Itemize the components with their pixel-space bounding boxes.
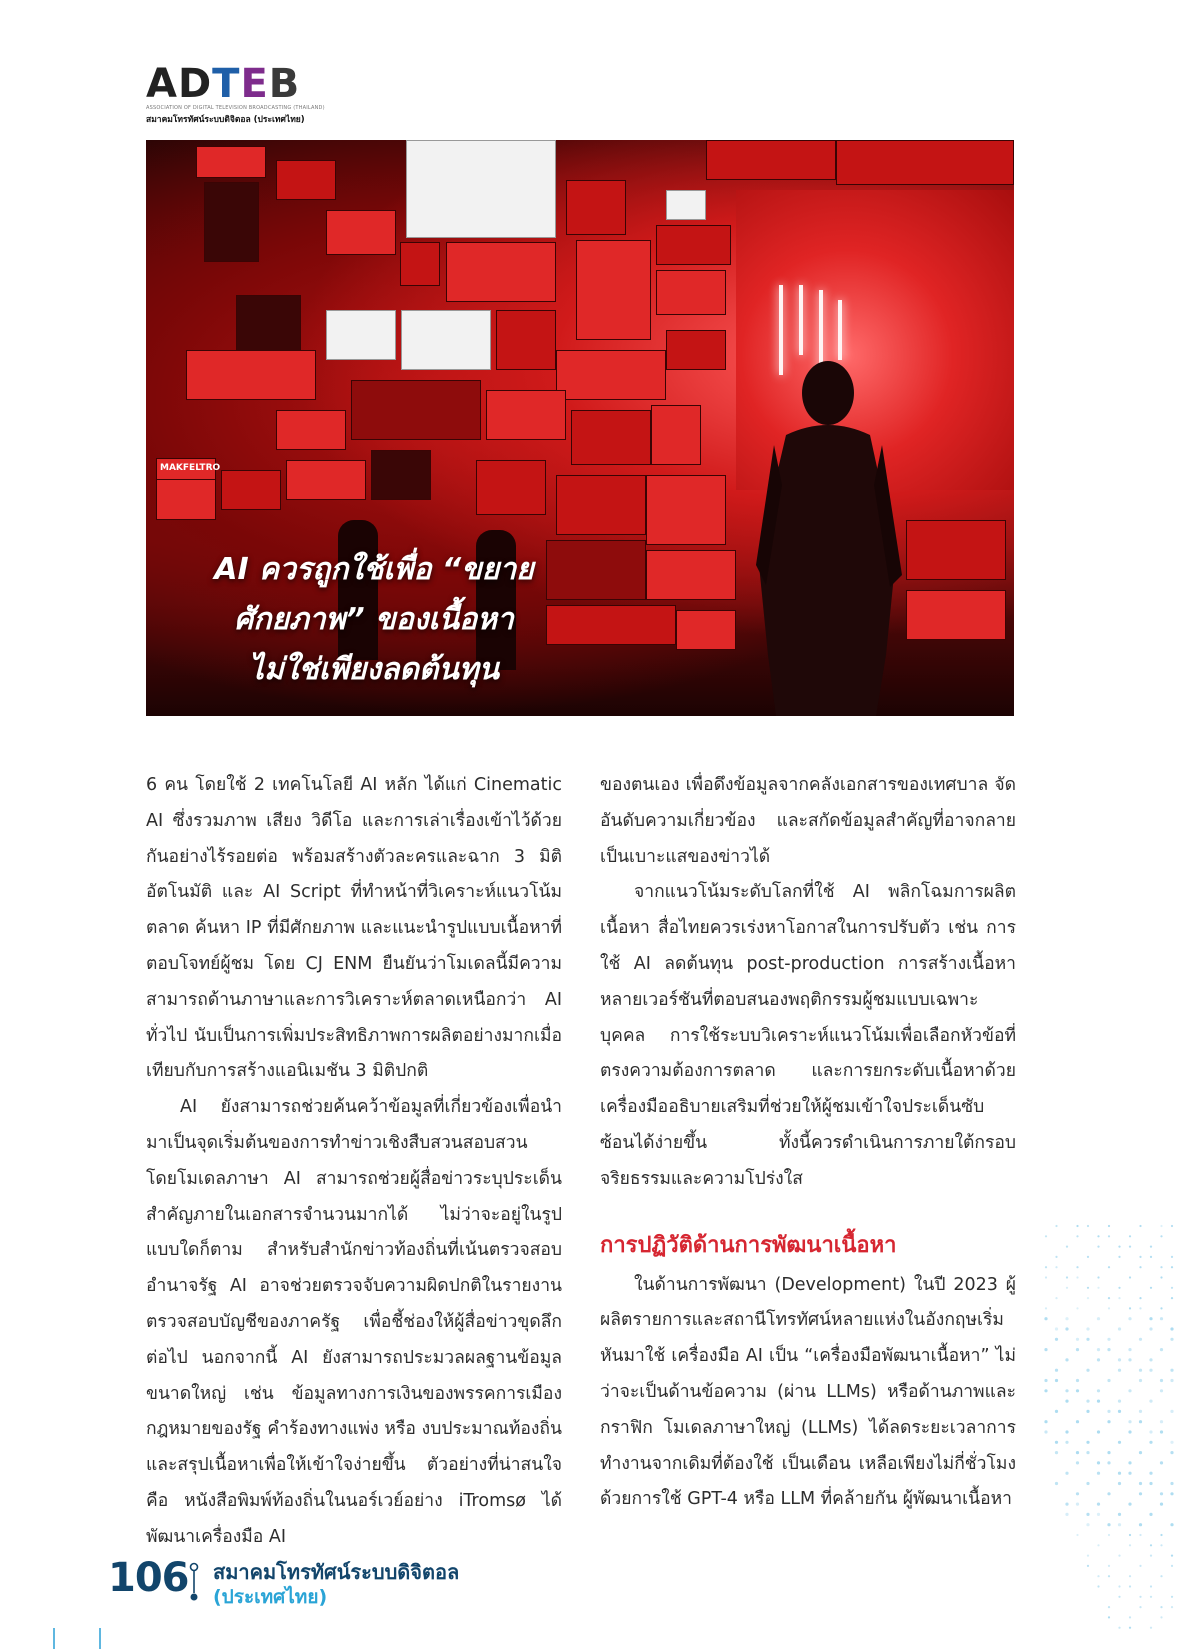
decor-dot [1076,1503,1079,1506]
decor-dot [1076,1348,1079,1351]
decor-dot [1128,1472,1131,1475]
decor-dot [1171,1266,1173,1268]
decor-dot [1150,1544,1152,1546]
logo-letter: E [240,61,269,107]
decor-dot [1055,1225,1057,1227]
decor-dot [1107,1338,1110,1341]
footer-org-name: สมาคมโทรทัศน์ระบบดิจิตอล [213,1560,460,1584]
screen-tile [276,160,336,200]
decor-dot [1128,1503,1131,1506]
decor-dot [1055,1379,1058,1382]
body-paragraph: ของตนเอง เพื่อดึงข้อมูลจากคลังเอกสารของเทศบาล จัดอันดับความเกี่ยวข้อง และสกัดข้อมูลสำคัญที่อาจกลายเป็นเบาะแสของข่าวได้ [600,775,1016,867]
screen-tile [906,520,1006,580]
decor-dot [1055,1482,1058,1485]
decor-dot [1118,1523,1121,1526]
decor-dot [1171,1287,1173,1289]
decor-dot [1139,1256,1141,1258]
decor-dot [1160,1616,1162,1618]
decor-dot [1149,1358,1152,1361]
decor-dot [1055,1256,1057,1258]
logo-wordmark [146,61,306,107]
decor-dot [1086,1482,1089,1485]
decor-dot [1108,1565,1110,1567]
decor-dot [1139,1606,1141,1608]
decor-dot [1076,1276,1078,1278]
decor-dot [1160,1461,1163,1464]
screen-tile [836,140,1014,185]
decor-dot [1149,1369,1152,1372]
decor-dot [1076,1266,1078,1268]
decor-dot [1086,1410,1089,1413]
screen-tile [476,460,546,515]
decor-dot [1044,1379,1047,1382]
decor-dot [1160,1544,1162,1546]
decor-dot [1097,1400,1100,1403]
decor-dot [1065,1430,1068,1433]
decor-dot [1076,1389,1079,1392]
decor-dot [1097,1575,1099,1577]
decor-dot [1065,1389,1068,1392]
decor-dot [1139,1451,1142,1454]
decor-dot [1055,1369,1058,1372]
hero-title [174,545,574,695]
decor-dot [1107,1348,1110,1351]
decor-dot [1150,1585,1152,1587]
decor-dot [1065,1441,1068,1444]
decor-dot [1150,1596,1152,1598]
decor-dot [1118,1555,1120,1557]
decor-dot [1097,1461,1100,1464]
screen-tile [656,225,731,265]
decor-dot [1150,1246,1152,1248]
decor-dot [1065,1503,1068,1506]
decor-dot [1087,1256,1089,1258]
decor-dot [1171,1297,1173,1299]
screen-tile [676,610,736,650]
decor-dot [1129,1627,1131,1629]
decor-dot [1129,1616,1131,1618]
decor-dot [1107,1410,1110,1413]
screen-tile [351,380,481,440]
decor-dot [1160,1503,1163,1506]
decor-dot [1139,1266,1141,1268]
decor-dot [1045,1266,1047,1268]
decor-dot [1066,1276,1068,1278]
decor-dot [1086,1369,1089,1372]
screen-tile [400,242,440,286]
decor-dot [1118,1410,1121,1413]
decor-dot [1160,1235,1162,1237]
decor-dot [1097,1503,1100,1506]
decor-dot [1150,1555,1152,1557]
decor-dot [1170,1492,1173,1495]
decor-dot [1076,1534,1078,1536]
screen-tile [666,330,726,370]
hero-image [146,140,1014,716]
decor-dot [1160,1575,1162,1577]
decor-dot [1097,1348,1100,1351]
decor-dot [1044,1317,1047,1320]
decor-dot [1129,1575,1131,1577]
decor-dot [1065,1400,1068,1403]
decor-dot [1139,1369,1142,1372]
body-paragraph: AI ยังสามารถช่วยค้นคว้าข้อมูลที่เกี่ยวข้องเพื่อนำมาเป็นจุดเริ่มต้นของการทำข่าวเชิงสืบสวนสอบสวน โดยโมเดลภาษา AI สามารถช่วยผู้สื่อข่าวระบุประเด็นสำคัญภายในเอกสารจำนวนมากได้ ไม่ว่าจะอยู่ในรูปแบบใดก็ตาม สำหรับสำนักข่าวท้องถิ่นที่เน้นตรวจสอบอำนาจรัฐ AI อาจช่วยตรวจจับความผิดปกติในรายงานตรวจสอบบัญชีของภาครัฐ เพื่อชี้ช่องให้ผู้สื่อข่าวขุดลึกต่อไป นอกจากนี้ AI ยังสามารถประมวลผลฐานข้อมูลขนาดใหญ่ เช่น ข้อมูลทางการเงินของพรรคการเมือง กฎหมายของรัฐ คำร้องทางแพ่ง หรือ งบประมาณท้องถิ่น และสรุปเนื้อหาเพื่อให้เข้าใจง่ายขึ้น ตัวอย่างที่น่าสนใจคือ หนังสือพิมพ์ท้องถิ่นในนอร์เวย์อย่าง iTromsø ได้พัฒนาเครื่องมือ AI [146,1097,562,1547]
decor-dot [1160,1225,1162,1227]
screen-tile [646,475,726,545]
screen-tile-poster [326,310,396,360]
decor-dot [1097,1235,1099,1237]
screen-tile [496,310,556,370]
logo-letter: B [268,61,301,107]
decor-dot [1107,1379,1110,1382]
screen-tile [204,182,259,262]
decor-dot [1139,1482,1142,1485]
right-column [600,768,1016,1518]
screen-tile [651,405,701,465]
decor-dot [1139,1492,1142,1495]
logo-thai-name: สมาคมโทรทัศน์ระบบดิจิตอล (ประเทศไทย) [146,115,305,125]
screen-tile [571,410,651,465]
decor-dot [1150,1627,1152,1629]
decor-dot [1044,1389,1047,1392]
decor-dot [1170,1338,1173,1341]
decor-dot [1139,1534,1141,1536]
decor-dot [1139,1420,1142,1423]
decor-dot [1129,1534,1131,1536]
decor-dot [1170,1327,1173,1330]
decor-dot [1107,1523,1110,1526]
screen-tile [221,470,281,510]
decor-dot [1097,1276,1099,1278]
decor-dot [1129,1307,1131,1309]
decor-dot [1086,1338,1089,1341]
decor-dot [1118,1287,1120,1289]
decor-dot [1128,1461,1131,1464]
decor-dot [1149,1430,1152,1433]
decor-dot [1118,1246,1120,1248]
decor-dot [1076,1338,1079,1341]
screen-tile [326,210,396,255]
screen-tile [276,410,346,450]
decor-dot [1097,1287,1099,1289]
decor-dot [1108,1297,1110,1299]
decor-dot [1160,1307,1162,1309]
decor-dot [1108,1266,1110,1268]
decor-dot [1076,1379,1079,1382]
decor-dot [1087,1225,1089,1227]
decor-dot [1139,1297,1141,1299]
decor-dot [1097,1430,1100,1433]
decor-dot [1171,1565,1173,1567]
decor-dot [1076,1451,1079,1454]
hero-title-line: AI ควรถูกใช้เพื่อ “ขยาย [214,552,534,587]
decor-dot [1170,1410,1173,1413]
decor-dot [1087,1555,1089,1557]
decor-dot [1129,1235,1131,1237]
decor-dot [1160,1606,1162,1608]
decor-dot [1055,1441,1058,1444]
decor-dot [1055,1338,1058,1341]
decor-dot [1150,1287,1152,1289]
footer-org-country: (ประเทศไทย) [213,1586,328,1608]
screen-tile-label: MAKFELTRO [156,458,216,480]
screen-tile [556,350,666,400]
decor-dot [1118,1327,1121,1330]
decor-dot [1118,1358,1121,1361]
decor-dot [1160,1430,1163,1433]
decor-dot [1097,1358,1100,1361]
logo-letter: A [146,61,178,107]
dot-pattern-decoration [1040,1220,1181,1640]
decor-dot [1139,1379,1142,1382]
decor-dot [1139,1307,1141,1309]
decor-dot [1055,1327,1058,1330]
decor-dot [1107,1451,1110,1454]
screen-tile [556,475,646,535]
decor-dot [1118,1627,1120,1629]
decor-dot [1139,1225,1141,1227]
decor-dot [1129,1276,1131,1278]
decor-dot [1118,1400,1121,1403]
decor-dot [1170,1369,1173,1372]
decor-dot [1076,1307,1078,1309]
edge-decoration [52,1628,112,1649]
decor-dot [1065,1358,1068,1361]
decor-dot [1160,1389,1163,1392]
decor-dot [1171,1596,1173,1598]
decor-dot [1170,1379,1173,1382]
decor-dot [1118,1513,1121,1516]
decor-dot [1045,1307,1047,1309]
body-paragraph: จากแนวโน้มระดับโลกที่ใช้ AI พลิกโฉมการผลิตเนื้อหา สื่อไทยควรเร่งหาโอกาสในการปรับตัว เช่น การใช้ AI ลดต้นทุน post-production การสร้างเนื้อหาหลายเวอร์ชันที่ตอบสนองพฤติกรรมผู้ชมแบบเฉพาะบุคคล การใช้ระบบวิเคราะห์แนวโน้มเพื่อเลือกหัวข้อที่ตรงความต้องการตลาด และการยกระดับเนื้อหาด้วยเครื่องมืออธิบายเสริมที่ช่วยให้ผู้ชมเข้าใจประเด็นซับซ้อนได้ง่ายขึ้น ทั้งนี้ควรดำเนินการภายใต้กรอบจริยธรรมและความโปร่งใส [600,882,1016,1189]
adteb-logo [146,61,325,125]
decor-dot [1129,1246,1131,1248]
decor-dot [1076,1461,1079,1464]
body-paragraph: ในด้านการพัฒนา (Development) ในปี 2023 ผู้ผลิตรายการและสถานีโทรทัศน์หลายแห่งในอังกฤษเริ่มหันมาใช้ เครื่องมือ AI เป็น “เครื่องมือพัฒนาเนื้อหา” ไม่ว่าจะเป็นด้านข้อความ (ผ่าน LLMs) หรือด้านภาพและกราฟิก โมเดลภาษาใหญ่ (LLMs) ได้ลดระยะเวลาการทำงานจากเดิมที่ต้องใช้ เป็นเดือน เหลือเพียงไม่กี่ชั่วโมง ด้วยการใช้ GPT-4 หรือ LLM ที่คล้ายกัน ผู้พัฒนาเนื้อหา [600,1274,1016,1510]
decor-dot [1108,1225,1110,1227]
decor-dot [1139,1338,1142,1341]
decor-dot [1108,1534,1110,1536]
decor-dot [1045,1235,1047,1237]
screen-tile [576,240,651,340]
decor-dot [1118,1441,1121,1444]
man-silhouette [746,355,906,716]
decor-dot [1149,1327,1152,1330]
screen-tile [236,295,301,355]
decor-dot [1065,1317,1068,1320]
decor-dot [1108,1575,1110,1577]
decor-dot [1086,1523,1089,1526]
screen-tile-qr [666,190,706,220]
screen-tile [646,550,736,600]
screen-tile-document [406,140,556,238]
decor-dot [1129,1544,1131,1546]
decor-dot [1087,1297,1089,1299]
decor-dot [1149,1513,1152,1516]
decor-dot [1066,1287,1068,1289]
screen-tile [486,390,566,440]
decor-dot [1118,1482,1121,1485]
decor-dot [1086,1441,1089,1444]
decor-dot [1108,1307,1110,1309]
decor-dot [1160,1379,1163,1382]
divider-pin-icon [189,1562,199,1602]
light-beam [799,285,803,355]
decor-dot [1108,1606,1110,1608]
decor-dot [1128,1420,1131,1423]
logo-tagline: ASSOCIATION OF DIGITAL TELEVISION BROADCASTING (THAILAND) [146,105,325,111]
decor-dot [1149,1441,1152,1444]
decor-dot [1118,1472,1121,1475]
decor-dot [1149,1317,1152,1320]
screen-tile [906,590,1006,640]
screen-tile [286,460,366,500]
decor-dot [1086,1400,1089,1403]
decor-dot [1107,1492,1110,1495]
decor-dot [1107,1461,1110,1464]
decor-dot [1097,1585,1099,1587]
decor-dot [1097,1246,1099,1248]
decor-dot [1139,1596,1141,1598]
decor-dot [1139,1523,1142,1526]
decor-dot [1170,1482,1173,1485]
decor-dot [1160,1276,1162,1278]
decor-dot [1128,1430,1131,1433]
decor-dot [1129,1585,1131,1587]
decor-dot [1055,1451,1058,1454]
decor-dot [1065,1513,1068,1516]
decor-dot [1076,1492,1079,1495]
decor-dot [1118,1297,1120,1299]
screen-tile [371,450,431,500]
decor-dot [1128,1389,1131,1392]
decor-dot [1065,1472,1068,1475]
decor-dot [1170,1523,1173,1526]
decor-dot [1149,1400,1152,1403]
decor-dot [1044,1430,1047,1433]
body-paragraph: 6 คน โดยใช้ 2 เทคโนโลยี AI หลัก ได้แก่ Cinematic AI ซึ่งรวมภาพ เสียง วิดีโอ และการเล่าเรื่องเข้าไว้ด้วยกันอย่างไร้รอยต่อ พร้อมสร้างตัวละครและฉาก 3 มิติอัตโนมัติ และ AI Script ที่ทำหน้าที่วิเคราะห์แนวโน้มตลาด ค้นหา IP ที่มีศักยภาพ และแนะนำรูปแบบเนื้อหาที่ตอบโจทย์ผู้ชม โดย CJ ENM ยืนยันว่าโมเดลนี้มีความสามารถด้านภาษาและการวิเคราะห์ตลาดเหนือกว่า AI ทั่วไป นับเป็นการเพิ่มประสิทธิภาพการผลิตอย่างมากเมื่อเทียบกับการสร้างแอนิเมชัน 3 มิติปกติ [146,775,562,1082]
screen-tile [446,242,556,302]
decor-dot [1087,1565,1089,1567]
decor-dot [1097,1317,1100,1320]
screen-tile-document [401,310,491,370]
decor-dot [1044,1420,1047,1423]
decor-dot [1066,1246,1068,1248]
decor-dot [1108,1616,1110,1618]
screen-tile [186,350,316,400]
decor-dot [1065,1327,1068,1330]
decor-dot [1097,1389,1100,1392]
decor-dot [1097,1513,1100,1516]
decor-dot [1108,1235,1110,1237]
decor-dot [1128,1358,1131,1361]
decor-dot [1149,1482,1152,1485]
decor-dot [1160,1266,1162,1268]
decor-dot [1097,1472,1100,1475]
decor-dot [1118,1369,1121,1372]
decor-dot [1171,1606,1173,1608]
decor-dot [1044,1348,1047,1351]
decor-dot [1160,1348,1163,1351]
hero-title-line: ศักยภาพ” ของเนื้อหา [234,602,514,637]
screen-tile [706,140,836,180]
logo-letter: D [177,61,213,107]
decor-dot [1150,1256,1152,1258]
section-heading: การปฏิวัติด้านการพัฒนาเนื้อหา [600,1232,897,1258]
screen-tile [196,146,266,178]
logo-letter: T [212,61,241,107]
decor-dot [1149,1472,1152,1475]
decor-dot [1055,1266,1057,1268]
decor-dot [1160,1420,1163,1423]
decor-dot [1055,1410,1058,1413]
decor-dot [1087,1287,1089,1289]
decor-dot [1139,1410,1142,1413]
decor-dot [1118,1256,1120,1258]
light-beam [838,300,842,360]
decor-dot [1128,1348,1131,1351]
decor-dot [1055,1297,1057,1299]
decor-dot [1076,1225,1078,1227]
decor-dot [1086,1327,1089,1330]
decor-dot [1171,1225,1173,1227]
decor-dot [1160,1317,1163,1320]
decor-dot [1139,1565,1141,1567]
decor-dot [1076,1235,1078,1237]
decor-dot [1170,1451,1173,1454]
left-column [146,768,562,1556]
decor-dot [1118,1596,1120,1598]
hero-title-line: ไม่ใช่เพียงลดต้นทุน [248,652,500,687]
decor-dot [1160,1492,1163,1495]
page-number: 106 [108,1555,189,1601]
screen-tile [656,270,726,315]
decor-dot [1076,1420,1079,1423]
decor-dot [1170,1441,1173,1444]
decor-dot [1086,1513,1089,1516]
decor-dot [1171,1555,1173,1557]
decor-dot [1086,1451,1089,1454]
decor-dot [1171,1256,1173,1258]
decor-dot [1118,1585,1120,1587]
decor-dot [1128,1317,1131,1320]
decor-dot [1045,1276,1047,1278]
decor-dot [1160,1534,1162,1536]
decor-dot [1107,1420,1110,1423]
screen-tile [566,180,626,235]
decor-dot [1097,1544,1099,1546]
